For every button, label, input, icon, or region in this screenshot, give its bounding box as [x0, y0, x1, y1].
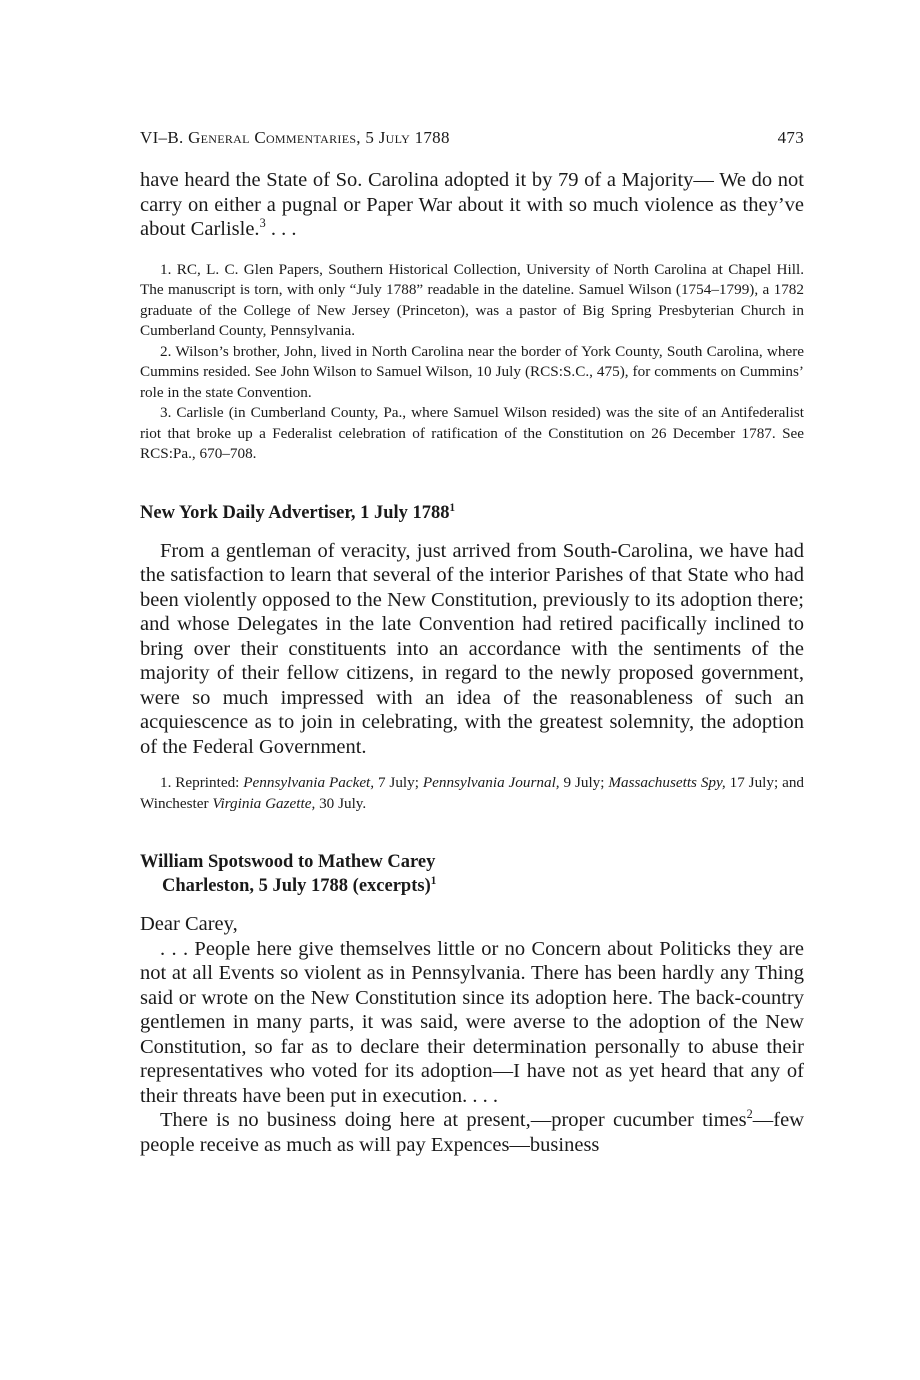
section-body: From a gentleman of veracity, just arrived from South-Carolina, we have had the satisfaction to learn that several of the interior Parishes of that State who had been violently opposed to the New Constitution, previously to its adoption there; and whose Delegates in the late Convention had retired pacifically inclined to bring over their constituents into an accordance with the sentiments of the majority of their fellow citizens, in regard to the newly proposed government, were so much impressed with an idea of the reasonableness of such an acquiescence as to join in celebrating, with the greatest solemnity, the adoption of the Federal Government. [140, 539, 804, 758]
footnote-ref: 1 [430, 874, 437, 887]
footnote-ref: 3 [259, 216, 266, 231]
section-daily-advertiser [140, 501, 804, 815]
footnote: 3. Carlisle (in Cumberland County, Pa., where Samuel Wilson resided) was the site of an Antifederalist riot that broke up a Federalist celebration of ratification of the Constitution on 26 December 1787. See RCS:Pa., 670–708. [140, 404, 804, 462]
section-spotswood-letter [140, 850, 804, 1157]
publication-title: Virginia Gazette, [212, 794, 316, 812]
opening-text: have heard the State of So. Carolina adopted it by 79 of a Majority— We do not carry on either a pugnal or Paper War about it with so much violence as they’ve about Carlisle. [140, 169, 804, 240]
ellipsis: . . . [265, 218, 297, 240]
document-page [140, 128, 804, 1157]
running-head [140, 128, 804, 148]
publication-title: Massachusetts Spy, [608, 774, 726, 791]
section-heading-line [140, 874, 804, 898]
paragraph-text: —few people receive as much as will pay Expences—business [140, 1109, 804, 1156]
footnote-ref: 2 [746, 1107, 753, 1122]
publication-title: Pennsylvania Packet, [243, 774, 375, 791]
section-heading [140, 850, 804, 898]
note-text: 7 July; [374, 774, 423, 791]
footnote: 1. RC, L. C. Glen Papers, Southern Historical Collection, University of North Carolina at Chapel Hill. The manuscript is torn, with only “July 1788” readable in the dateline. Samuel Wilson (1754–1799), a 1782 graduate of the College of New Jersey (Princeton), was a pastor of Big Spring Presbyterian Church in Cumberland County, Pennsylvania. [140, 260, 804, 339]
note-text: 9 July; [559, 774, 609, 791]
footnote: 2. Wilson’s brother, John, lived in North Carolina near the border of York County, South Carolina, where Cummins resided. See John Wilson to Samuel Wilson, 10 July (RCS:S.C., 475), for comments on Cummins’ role in the state Convention. [140, 342, 804, 401]
section-heading-line: William Spotswood to Mathew Carey [140, 852, 436, 872]
letter-paragraph [140, 1108, 804, 1157]
paragraph-text: There is no business doing here at present,—proper cucumber times [160, 1109, 747, 1131]
section-heading-text: Charleston, 5 July 1788 (excerpts) [162, 876, 431, 896]
note-text: 17 July; and Winchester [140, 774, 805, 812]
section-heading [140, 501, 804, 525]
footnotes-section-1 [140, 260, 804, 465]
salutation: Dear Carey, [140, 913, 238, 935]
footnote [140, 773, 804, 814]
note-text: 30 July. [315, 794, 367, 812]
footnotes-section-2 [140, 773, 804, 814]
letter-paragraph: . . . People here give themselves little or no Concern about Politicks they are not at all Events so violent as in Pennsylvania. There has been hardly any Thing said or wrote on the New Constitution since its adoption here. The back-country gentlemen in many parts, it was said, were averse to the adoption of the New Constitution, so far as to declare their determination personally to abuse their representatives who voted for its adoption—I have not as yet heard that any of their threats have been put in execution. . . . [140, 937, 804, 1107]
page-number: 473 [777, 128, 804, 147]
running-head-title: VI–B. General Commentaries, 5 July 1788 [140, 128, 450, 147]
publication-title: Pennsylvania Journal, [422, 774, 560, 791]
note-text: 1. Reprinted: [160, 774, 244, 791]
section-heading-text: New York Daily Advertiser, 1 July 1788 [140, 502, 450, 523]
footnote-ref: 1 [449, 501, 456, 514]
opening-paragraph [140, 168, 804, 242]
